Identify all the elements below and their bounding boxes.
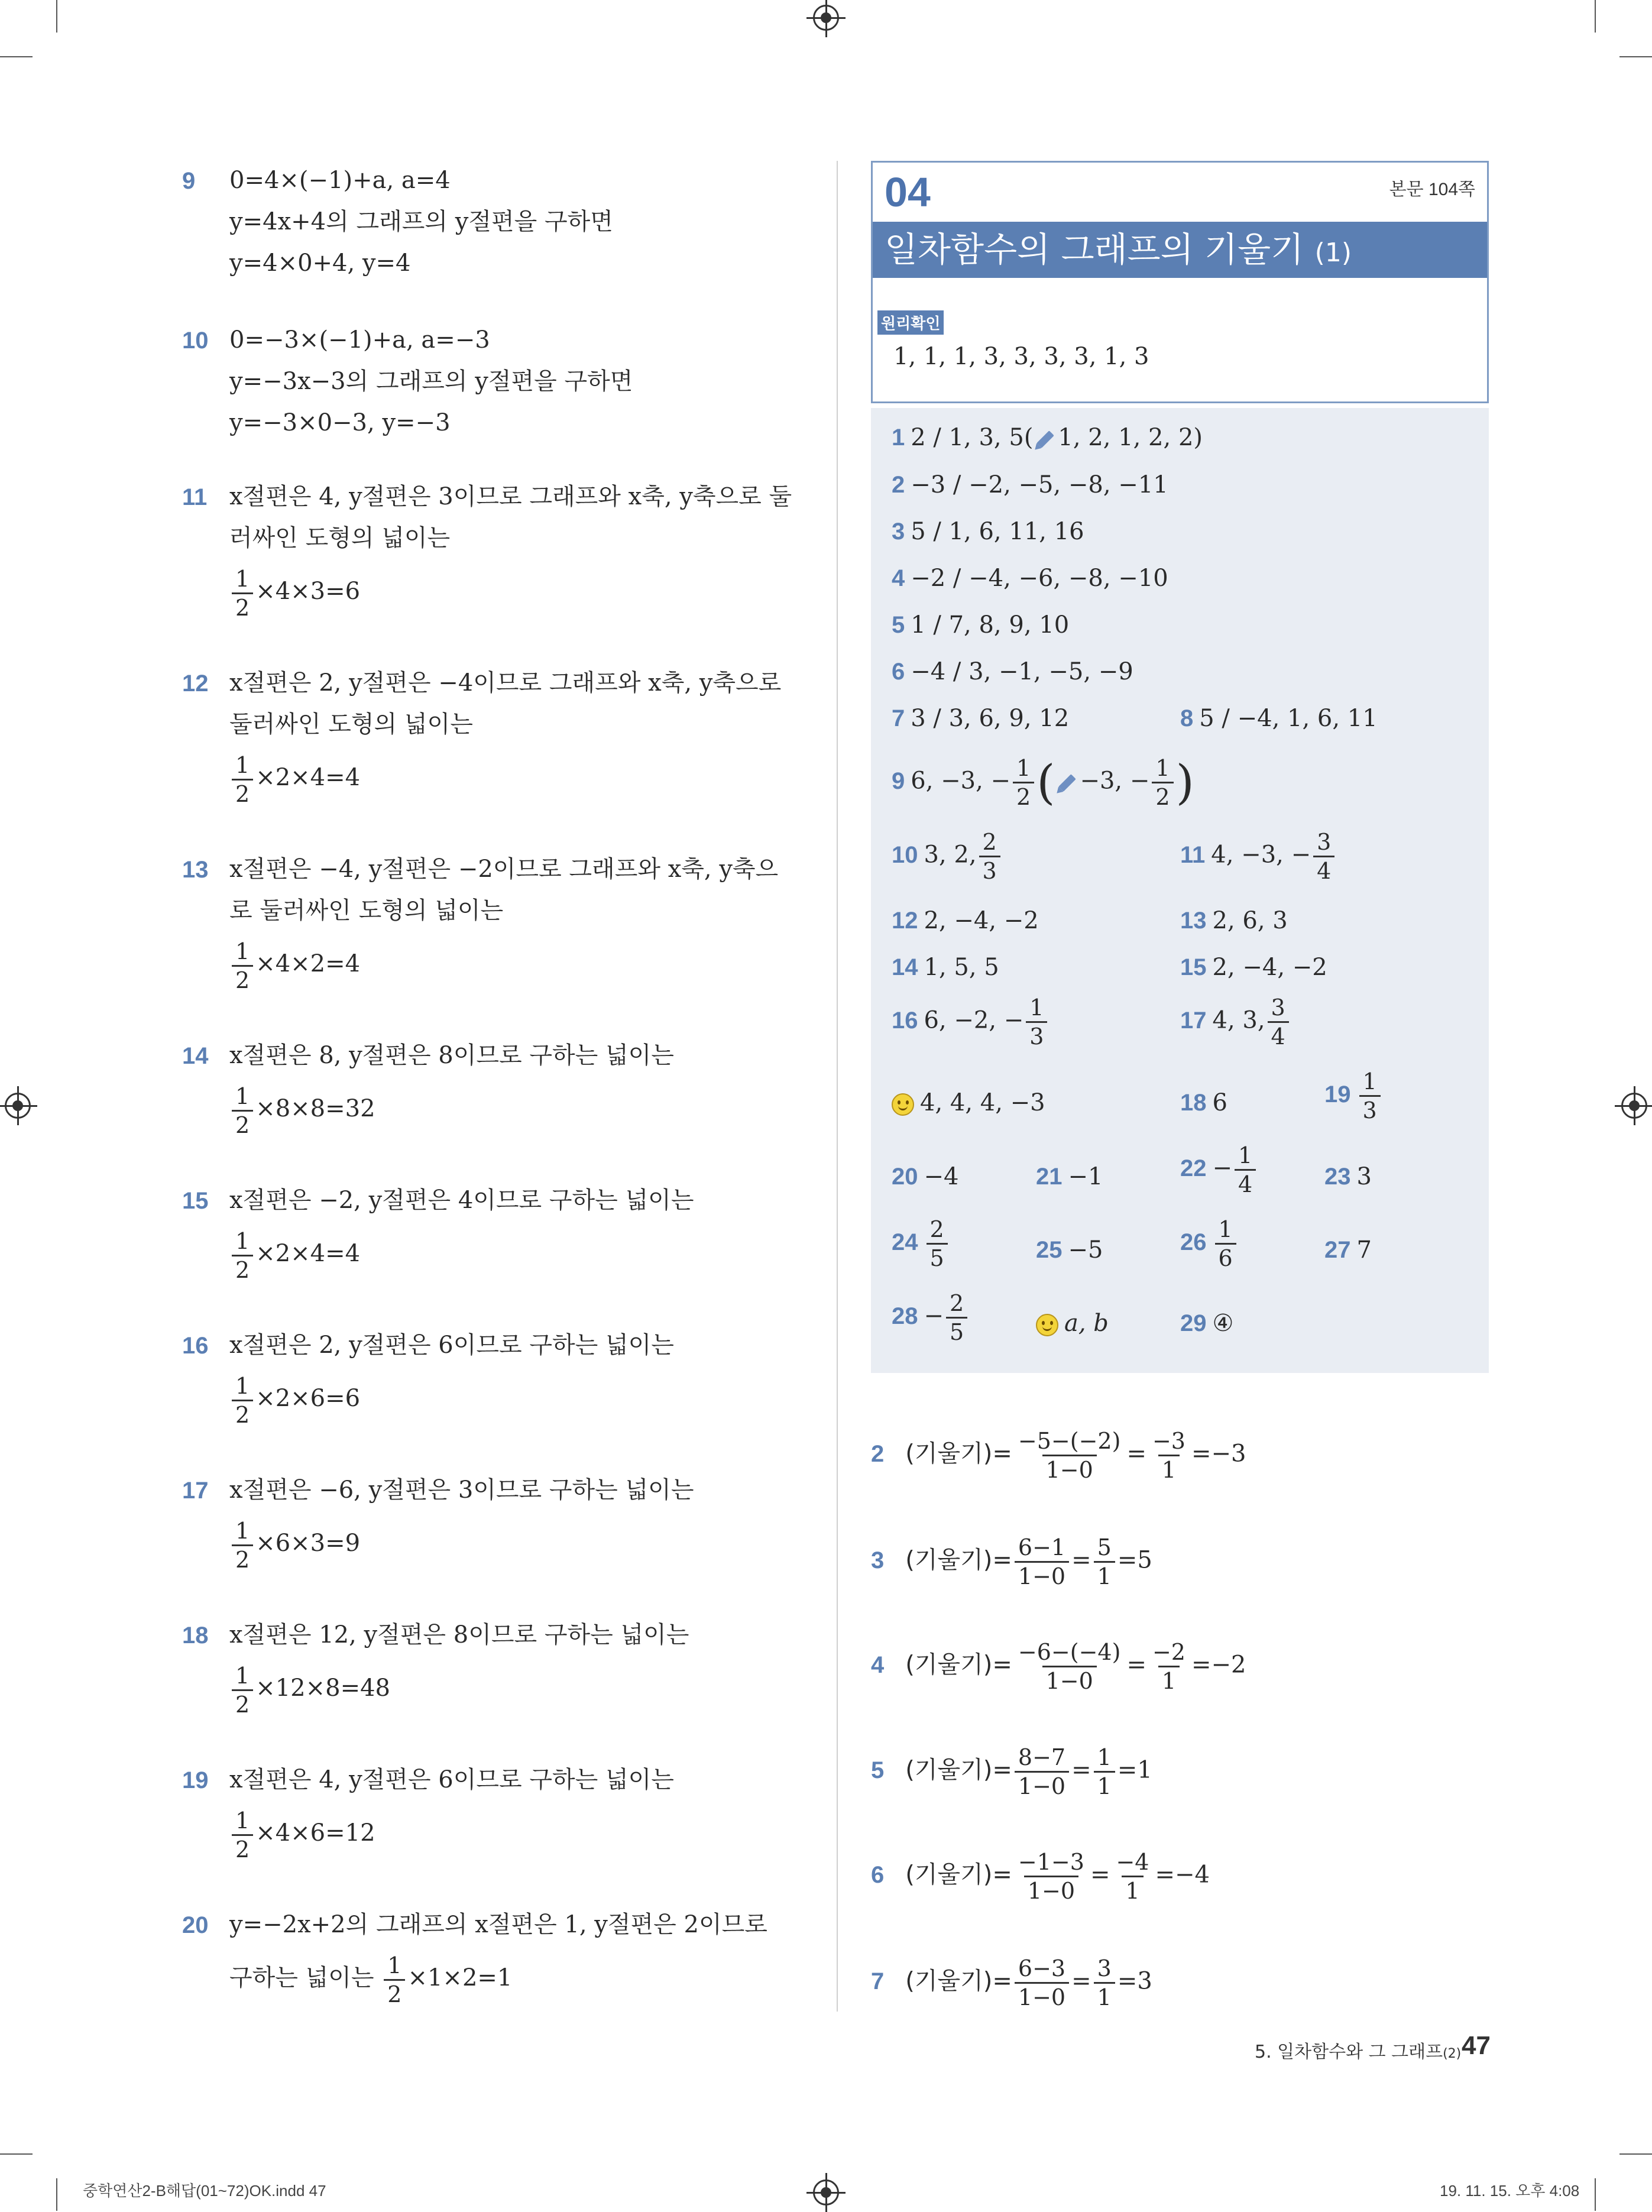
chapter-footer: 5. 일차함수와 그 그래프(2): [1255, 2042, 1462, 2062]
registration-mark-icon: [813, 2179, 839, 2205]
page-number: 47: [1462, 2031, 1491, 2060]
problem-number: 3: [871, 1547, 885, 1573]
fraction: $\frac{1}{4}$: [1235, 1144, 1256, 1196]
fraction: $\frac{6-1}{1-0}$: [1015, 1536, 1069, 1588]
answer-22: 22 − $\frac{1}{4}$: [1180, 1144, 1258, 1196]
answer-12: 12 2, −4, −2: [892, 907, 1039, 934]
answer-15: 15 2, −4, −2: [1180, 954, 1327, 981]
principle-check-answers: 1, 1, 1, 3, 3, 3, 3, 1, 3: [893, 343, 1149, 370]
answer-7: 7 3 / 3, 6, 9, 12: [892, 705, 1070, 732]
fraction: $\frac{1}{2}$: [1013, 757, 1034, 808]
problem-number: 6: [871, 1861, 885, 1888]
solution-line: 0=−3×(−1)+a, a=−3: [229, 326, 490, 354]
solution-line: y=−3×0−3, y=−3: [229, 409, 451, 436]
problem-number: 2: [871, 1440, 885, 1467]
fraction: $\frac{2}{5}$: [927, 1218, 948, 1269]
solution-line: x절편은 −4, y절편은 −2이므로 그래프와 x축, y축으: [229, 856, 779, 883]
fraction: $\frac{1}{2}$: [232, 1809, 253, 1861]
problem-number: 12: [182, 671, 209, 697]
answer-25: 25 −5: [1036, 1236, 1103, 1264]
answer-10: 10 3, 2, $\frac{2}{3}$: [892, 831, 1003, 882]
answer-18: 18 6: [1180, 1089, 1227, 1116]
problem-number: 19: [182, 1767, 209, 1793]
registration-mark-icon: [5, 1093, 31, 1119]
crop-mark: [1595, 0, 1596, 33]
crop-mark: [0, 56, 33, 57]
crop-mark: [56, 2178, 57, 2211]
fraction: $\frac{1}{2}$: [232, 754, 253, 805]
fraction: $\frac{1}{2}$: [232, 1520, 253, 1571]
slope-solution-6: 6 (기울기)= $\frac{-1-3}{1-0}$ = $\frac{-4}{1}$ =−4: [871, 1849, 1210, 1904]
area-formula: $\frac{1}{2}$ ×4×2=4: [229, 931, 986, 996]
fraction: $\frac{1}{2}$: [232, 568, 253, 619]
area-formula: $\frac{1}{2}$ ×4×3=6: [229, 559, 986, 624]
solution-line: y=−2x+2의 그래프의 x절편은 1, y절편은 2이므로: [229, 1911, 767, 1938]
problem-number: 15: [182, 1188, 209, 1214]
solution-line: 러싸인 도형의 넓이는: [229, 524, 451, 552]
fraction: $\frac{1}{2}$: [1152, 757, 1173, 808]
answer-11: 11 4, −3, − $\frac{3}{4}$: [1180, 831, 1337, 882]
solution-line: x절편은 2, y절편은 −4이므로 그래프와 x축, y축으로: [229, 669, 782, 697]
file-slug: 중학연산2-B해답(01~72)OK.indd 47: [83, 2182, 326, 2200]
smile-answer-2: a, b: [1036, 1306, 1109, 1341]
area-formula: $\frac{1}{2}$ ×2×4=4: [229, 1221, 986, 1286]
solution-line: y=4x+4의 그래프의 y절편을 구하면: [229, 208, 613, 235]
fraction: $\frac{3}{4}$: [1268, 996, 1289, 1048]
answer-29: 29 ④: [1180, 1310, 1234, 1337]
solution-line: x절편은 −2, y절편은 4이므로 구하는 넓이는: [229, 1187, 694, 1214]
solution-line: x절편은 4, y절편은 6이므로 구하는 넓이는: [229, 1766, 674, 1793]
answer-1: 1 2 / 1, 3, 5( 1, 2, 1, 2, 2): [892, 424, 1203, 451]
fraction: $\frac{6-3}{1-0}$: [1015, 1957, 1069, 2009]
area-formula: 구하는 넓이는 $\frac{1}{2}$ ×1×2=1: [229, 1952, 513, 2007]
fraction: $\frac{1}{3}$: [1026, 996, 1047, 1048]
answer-21: 21 −1: [1036, 1163, 1103, 1190]
fraction: $\frac{1}{2}$: [232, 1664, 253, 1716]
area-formula: $\frac{1}{2}$ ×6×3=9: [229, 1511, 986, 1576]
solution-line: x절편은 −6, y절편은 3이므로 구하는 넓이는: [229, 1476, 694, 1504]
answer-8: 8 5 / −4, 1, 6, 11: [1180, 705, 1378, 732]
fraction: $\frac{-6-(-4)}{1-0}$: [1018, 1639, 1121, 1694]
solution-line: 0=4×(−1)+a, a=4: [229, 167, 451, 194]
answer-26: 26 $\frac{1}{6}$: [1180, 1218, 1239, 1269]
problem-number: 18: [182, 1622, 209, 1649]
fraction: $\frac{1}{1}$: [1094, 1746, 1115, 1798]
fraction: $\frac{-2}{1}$: [1152, 1639, 1185, 1694]
pencil-icon: [1037, 430, 1055, 448]
problem-number: 7: [871, 1968, 885, 1994]
problem-number: 16: [182, 1333, 209, 1359]
answer-23: 23 3: [1324, 1163, 1372, 1190]
answer-16: 16 6, −2, − $\frac{1}{3}$: [892, 996, 1049, 1048]
fraction: $\frac{-3}{1}$: [1152, 1428, 1185, 1483]
fraction: $\frac{-4}{1}$: [1116, 1849, 1149, 1904]
fraction: $\frac{1}{6}$: [1215, 1218, 1236, 1269]
smiley-icon: [892, 1093, 914, 1116]
date-slug: 19. 11. 15. 오후 4:08: [1440, 2182, 1580, 2200]
problem-number: 20: [182, 1912, 209, 1938]
answer-19: 19 $\frac{1}{3}$: [1324, 1070, 1383, 1122]
section-header-box: [871, 161, 1489, 403]
problem-number: 10: [182, 328, 209, 354]
area-formula: $\frac{1}{2}$ ×8×8=32: [229, 1076, 986, 1141]
problem-number: 9: [182, 168, 196, 194]
smiley-icon: [1036, 1314, 1058, 1336]
fraction: $\frac{1}{2}$: [232, 1375, 253, 1426]
registration-mark-icon: [1621, 1093, 1647, 1119]
section-code: 04: [885, 169, 931, 215]
answer-13: 13 2, 6, 3: [1180, 907, 1288, 934]
answer-3: 3 5 / 1, 6, 11, 16: [892, 518, 1084, 545]
area-formula: $\frac{1}{2}$ ×2×4=4: [229, 745, 986, 810]
fraction: $\frac{3}{1}$: [1094, 1957, 1115, 2009]
principle-check-tag: 원리확인: [877, 310, 944, 335]
crop-mark: [0, 2153, 33, 2155]
answer-17: 17 4, 3, $\frac{3}{4}$: [1180, 996, 1291, 1048]
solution-line: 둘러싸인 도형의 넓이는: [229, 711, 473, 738]
answer-27: 27 7: [1324, 1236, 1372, 1264]
section-title: [873, 222, 1487, 278]
fraction: $\frac{-5-(-2)}{1-0}$: [1018, 1428, 1121, 1483]
slope-solution-7: 7 (기울기)= $\frac{6-3}{1-0}$ = $\frac{3}{1}$ =3: [871, 1955, 1152, 2010]
answer-5: 5 1 / 7, 8, 9, 10: [892, 611, 1070, 639]
fraction: $\frac{5}{1}$: [1094, 1536, 1115, 1588]
smile-answer-1: 4, 4, 4, −3: [892, 1085, 1045, 1120]
answer-14: 14 1, 5, 5: [892, 954, 999, 981]
pencil-icon: [1059, 774, 1077, 792]
fraction: $\frac{-1-3}{1-0}$: [1018, 1849, 1084, 1904]
fraction: $\frac{1}{3}$: [1359, 1070, 1381, 1122]
area-formula: $\frac{1}{2}$ ×12×8=48: [229, 1656, 986, 1721]
answer-4: 4 −2 / −4, −6, −8, −10: [892, 565, 1168, 592]
slope-solution-3: 3 (기울기)= $\frac{6-1}{1-0}$ = $\frac{5}{1}$ =5: [871, 1534, 1152, 1589]
answer-24: 24 $\frac{2}{5}$: [892, 1218, 950, 1269]
section-title-suffix: (1): [1314, 238, 1352, 268]
answer-28: 28 − $\frac{2}{5}$: [892, 1292, 970, 1343]
solution-line: x절편은 12, y절편은 8이므로 구하는 넓이는: [229, 1621, 689, 1649]
answer-2: 2 −3 / −2, −5, −8, −11: [892, 471, 1168, 498]
area-formula: $\frac{1}{2}$ ×4×6=12: [229, 1800, 986, 1866]
section-title-text: 일차함수의 그래프의 기울기: [885, 229, 1304, 270]
answer-panel: [871, 408, 1489, 1373]
page-reference: 본문 104쪽: [1389, 180, 1475, 199]
solution-line: y=−3x−3의 그래프의 y절편을 구하면: [229, 368, 633, 395]
solution-line: x절편은 4, y절편은 3이므로 그래프와 x축, y축으로 둘: [229, 483, 792, 510]
solution-line: x절편은 8, y절편은 8이므로 구하는 넓이는: [229, 1042, 674, 1069]
fraction: $\frac{1}{2}$: [384, 1954, 405, 2006]
answer-6: 6 −4 / 3, −1, −5, −9: [892, 658, 1133, 685]
slope-solution-2: 2 (기울기)= $\frac{-5-(-2)}{1-0}$ = $\frac{-3}{1}$ =−3: [871, 1428, 1246, 1483]
fraction: $\frac{1}{2}$: [232, 1085, 253, 1136]
answer-20: 20 −4: [892, 1163, 959, 1190]
area-formula: $\frac{1}{2}$ ×2×6=6: [229, 1366, 986, 1431]
crop-mark: [1619, 2153, 1652, 2155]
fraction: $\frac{1}{2}$: [232, 940, 253, 992]
problem-number: 4: [871, 1651, 885, 1678]
registration-mark-icon: [813, 5, 839, 31]
problem-number: 13: [182, 857, 209, 883]
fraction: $\frac{2}{5}$: [946, 1292, 967, 1343]
solution-line: y=4×0+4, y=4: [229, 250, 411, 277]
crop-mark: [56, 0, 57, 33]
fraction: $\frac{1}{2}$: [232, 1230, 253, 1281]
crop-mark: [1619, 56, 1652, 57]
crop-mark: [1595, 2178, 1596, 2211]
problem-number: 17: [182, 1478, 209, 1504]
answer-9: 9 6, −3, − $\frac{1}{2}$ ( −3, − $\frac{1}{2}$ ): [892, 754, 1194, 810]
slope-solution-5: 5 (기울기)= $\frac{8-7}{1-0}$ = $\frac{1}{1}$ =1: [871, 1744, 1152, 1799]
fraction: $\frac{3}{4}$: [1313, 831, 1334, 882]
solution-line: x절편은 2, y절편은 6이므로 구하는 넓이는: [229, 1332, 674, 1359]
slope-solution-4: 4 (기울기)= $\frac{-6-(-4)}{1-0}$ = $\frac{-2}{1}$ =−2: [871, 1639, 1246, 1694]
problem-number: 5: [871, 1757, 885, 1783]
fraction: $\frac{8-7}{1-0}$: [1015, 1746, 1069, 1798]
problem-number: 11: [182, 484, 208, 510]
problem-number: 14: [182, 1043, 209, 1069]
solution-line: 로 둘러싸인 도형의 넓이는: [229, 897, 504, 924]
fraction: $\frac{2}{3}$: [979, 831, 1000, 882]
